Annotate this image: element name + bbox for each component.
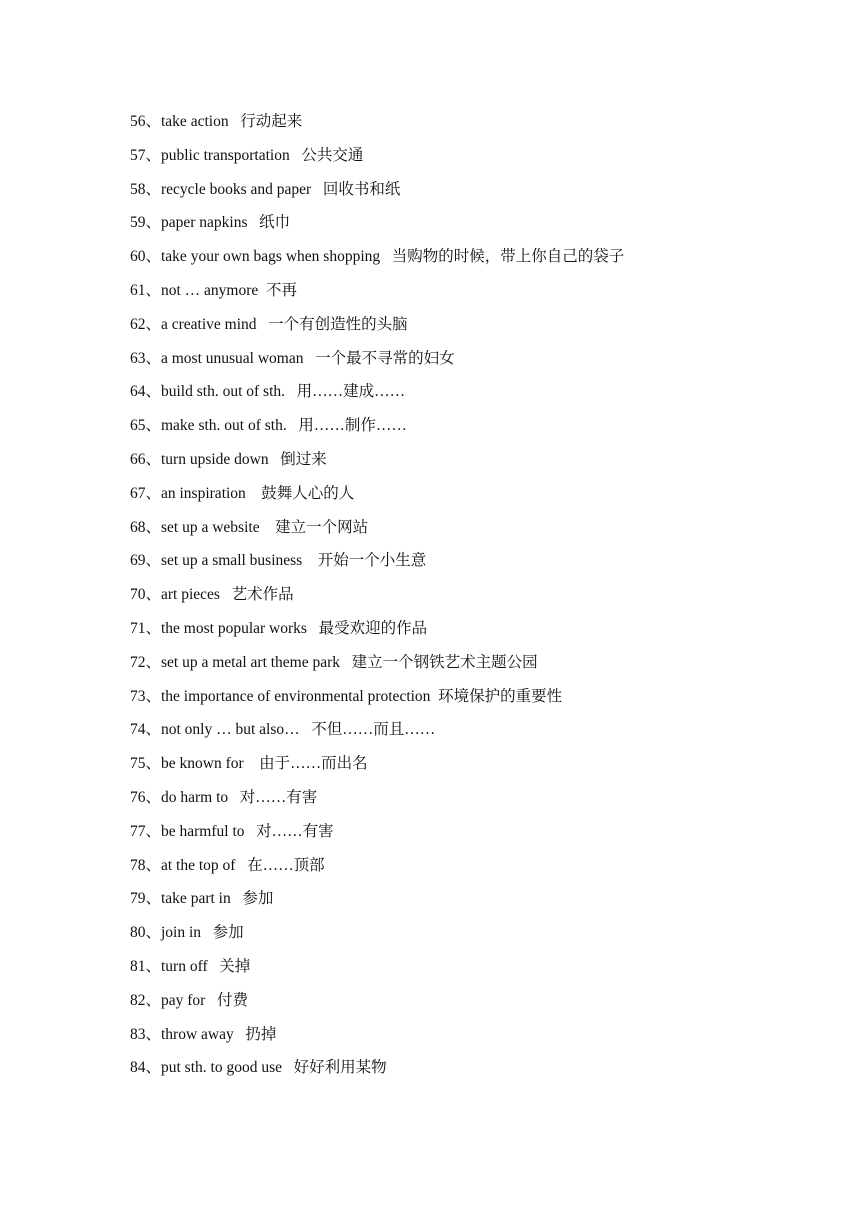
phrase-list bbox=[130, 108, 624, 1088]
list-item: 58、recycle books and paper 回收书和纸 bbox=[130, 180, 401, 198]
list-item: 59、paper napkins 纸巾 bbox=[130, 214, 291, 232]
list-item: 67、an inspiration 鼓舞人心的人 bbox=[130, 484, 355, 502]
list-item: 74、not only … but also… 不但……而且…… bbox=[130, 721, 436, 739]
list-item: 78、at the top of 在……顶部 bbox=[130, 856, 325, 874]
list-item: 84、put sth. to good use 好好利用某物 bbox=[130, 1059, 387, 1077]
list-item: 61、not … anymore 不再 bbox=[130, 281, 298, 299]
list-item: 81、turn off 关掉 bbox=[130, 957, 251, 975]
list-item: 76、do harm to 对……有害 bbox=[130, 788, 318, 806]
list-item: 69、set up a small business 开始一个小生意 bbox=[130, 552, 427, 570]
list-item: 75、be known for 由于……而出名 bbox=[130, 755, 368, 773]
list-item: 56、take action 行动起来 bbox=[130, 113, 303, 130]
list-item: 63、a most unusual woman 一个最不寻常的妇女 bbox=[130, 349, 455, 367]
list-item: 60、take your own bags when shopping 当购物的时候，带上你自己的袋子 bbox=[130, 248, 625, 266]
list-item: 83、throw away 扔掉 bbox=[130, 1025, 277, 1043]
list-item: 77、be harmful to 对……有害 bbox=[130, 822, 334, 840]
list-item: 72、set up a metal art theme park 建立一个钢铁艺术主题公园 bbox=[130, 653, 538, 671]
list-item: 62、a creative mind 一个有创造性的头脑 bbox=[130, 315, 408, 333]
list-item: 65、make sth. out of sth. 用……制作…… bbox=[130, 417, 407, 435]
list-item: 82、pay for 付费 bbox=[130, 991, 248, 1009]
list-item: 80、join in 参加 bbox=[130, 924, 244, 942]
list-item: 64、build sth. out of sth. 用……建成…… bbox=[130, 383, 406, 401]
list-item: 71、the most popular works 最受欢迎的作品 bbox=[130, 619, 428, 637]
list-item: 79、take part in 参加 bbox=[130, 890, 274, 908]
list-item: 70、art pieces 艺术作品 bbox=[130, 586, 294, 604]
list-item: 73、the importance of environmental protection 环境保护的重要性 bbox=[130, 687, 563, 705]
list-item: 57、public transportation 公共交通 bbox=[130, 146, 364, 164]
list-item: 66、turn upside down 倒过来 bbox=[130, 450, 327, 468]
list-item: 68、set up a website 建立一个网站 bbox=[130, 518, 369, 536]
